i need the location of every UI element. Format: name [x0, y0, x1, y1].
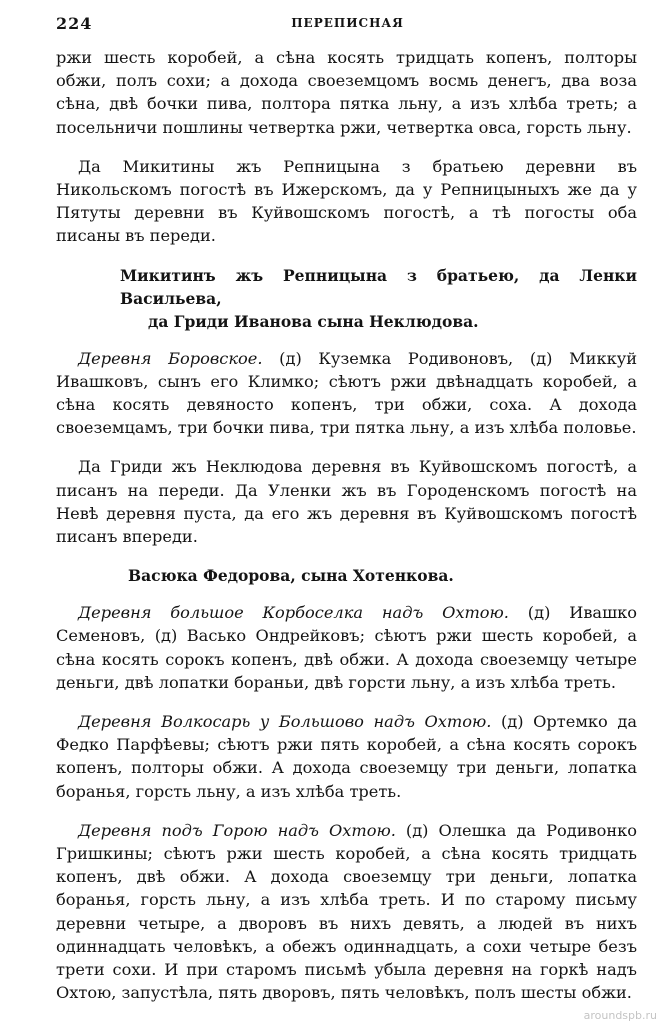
paragraph-text: ржи шесть коробей, а сѣна косять тридцать копенъ, полторы обжи, полъ сохи; а дохода своеземцомъ восмь денегъ, два воза сѣна, двѣ бочки пива, полтора пятка льну, а изъ хлѣба треть; а посельничи пошлины четвертка ржи, четвертка овса, горсть льну.: [56, 48, 637, 137]
section-heading-line: Васюка Федорова, сына Хотенкова.: [128, 566, 454, 586]
village-name: Деревня большое Корбоселка надъ Охтою.: [78, 603, 509, 623]
section-heading-line: Микитинъ жъ Репницына з братьею, да Ленки Васильева,: [120, 265, 637, 308]
running-title: ПЕРЕПИСНАЯ: [291, 16, 404, 30]
paragraph-text: (д) Олешка да Родивонко Гришкины; сѣютъ ржи шесть коробей, а сѣна косять тридцать копенъ, двѣ обжи. А дохода своеземцу три деньги, лопатка боранья, горсть льну, а изъ хлѣба треть. И по старому письму деревни четыре, а дворовъ въ нихъ девять, а людей въ нихъ одиннадцать человѣкъ, а обежъ одиннадцать, а сохи четыре безъ трети сохи. И при старомъ письмѣ убыла деревня на горкѣ надъ Охтою, запустѣла, пять дворовъ, пять человѣкъ, полъ шесты обжи.: [56, 820, 637, 1003]
page-text: [56, 46, 637, 1021]
paragraph: [56, 46, 637, 139]
paragraph: [56, 455, 637, 548]
section-heading: [56, 264, 637, 333]
paragraph-text: (д) Куземка Родивоновъ, (д) Миккуй Ивашковъ, сынъ его Климко; сѣютъ ржи двѣнадцать коробей, а сѣна косять девяносто копенъ, три обжи, соха. А дохода своеземцамъ, три бочки пива, три пятка льну, а изъ хлѣба половье.: [56, 348, 638, 438]
section-heading: [56, 564, 637, 587]
paragraph-text: (д) Ортемко да Федко Парфѣевы; сѣютъ ржи пять коробей, а сѣна косять сорокъ копенъ, полторы обжи. А дохода своеземцу три деньги, лопатка боранья, горсть льну, а изъ хлѣба треть.: [56, 712, 637, 801]
paragraph: [56, 819, 637, 1005]
paragraph-text: Да Гриди жъ Неклюдова деревня въ Куйвошскомъ погостѣ, а писанъ на переди. Да Уленки жъ въ Городенскомъ погостѣ на Невѣ деревня пуста, да его жъ деревня въ Куйвошскомъ погостѣ писанъ впереди.: [56, 457, 637, 547]
paragraph-text: Да Микитины жъ Репницына з братьею деревни въ Никольскомъ погостѣ въ Ижерскомъ, да у Репницыныхъ же да у Пятуты деревни въ Куйвошскомъ погостѣ, а тѣ погосты оба писаны въ переди.: [56, 156, 637, 246]
paragraph: [56, 155, 637, 248]
paragraph-text: (д) Ивашко Семеновъ, (д) Васько Ондрейковъ; сѣютъ ржи шесть коробей, а сѣна косять сорокъ копенъ, двѣ обжи. А дохода своеземцу четыре деньги, двѣ лопатки бораньи, двѣ горсти льну, а изъ хлѣба треть.: [56, 603, 637, 692]
paragraph: [56, 601, 637, 694]
section-heading-line: да Гриди Иванова сына Неклюдова.: [148, 311, 479, 331]
paragraph: [56, 347, 637, 440]
watermark: aroundspb.ru: [583, 1009, 657, 1022]
page-number: 224: [56, 14, 93, 33]
village-name: Деревня Волкосарь у Большово надъ Охтою.: [78, 712, 492, 732]
paragraph: [56, 710, 637, 803]
village-name: Деревня Боровское.: [78, 348, 263, 368]
village-name: Деревня подъ Горою надъ Охтою.: [78, 820, 396, 840]
page-header: [56, 14, 639, 38]
